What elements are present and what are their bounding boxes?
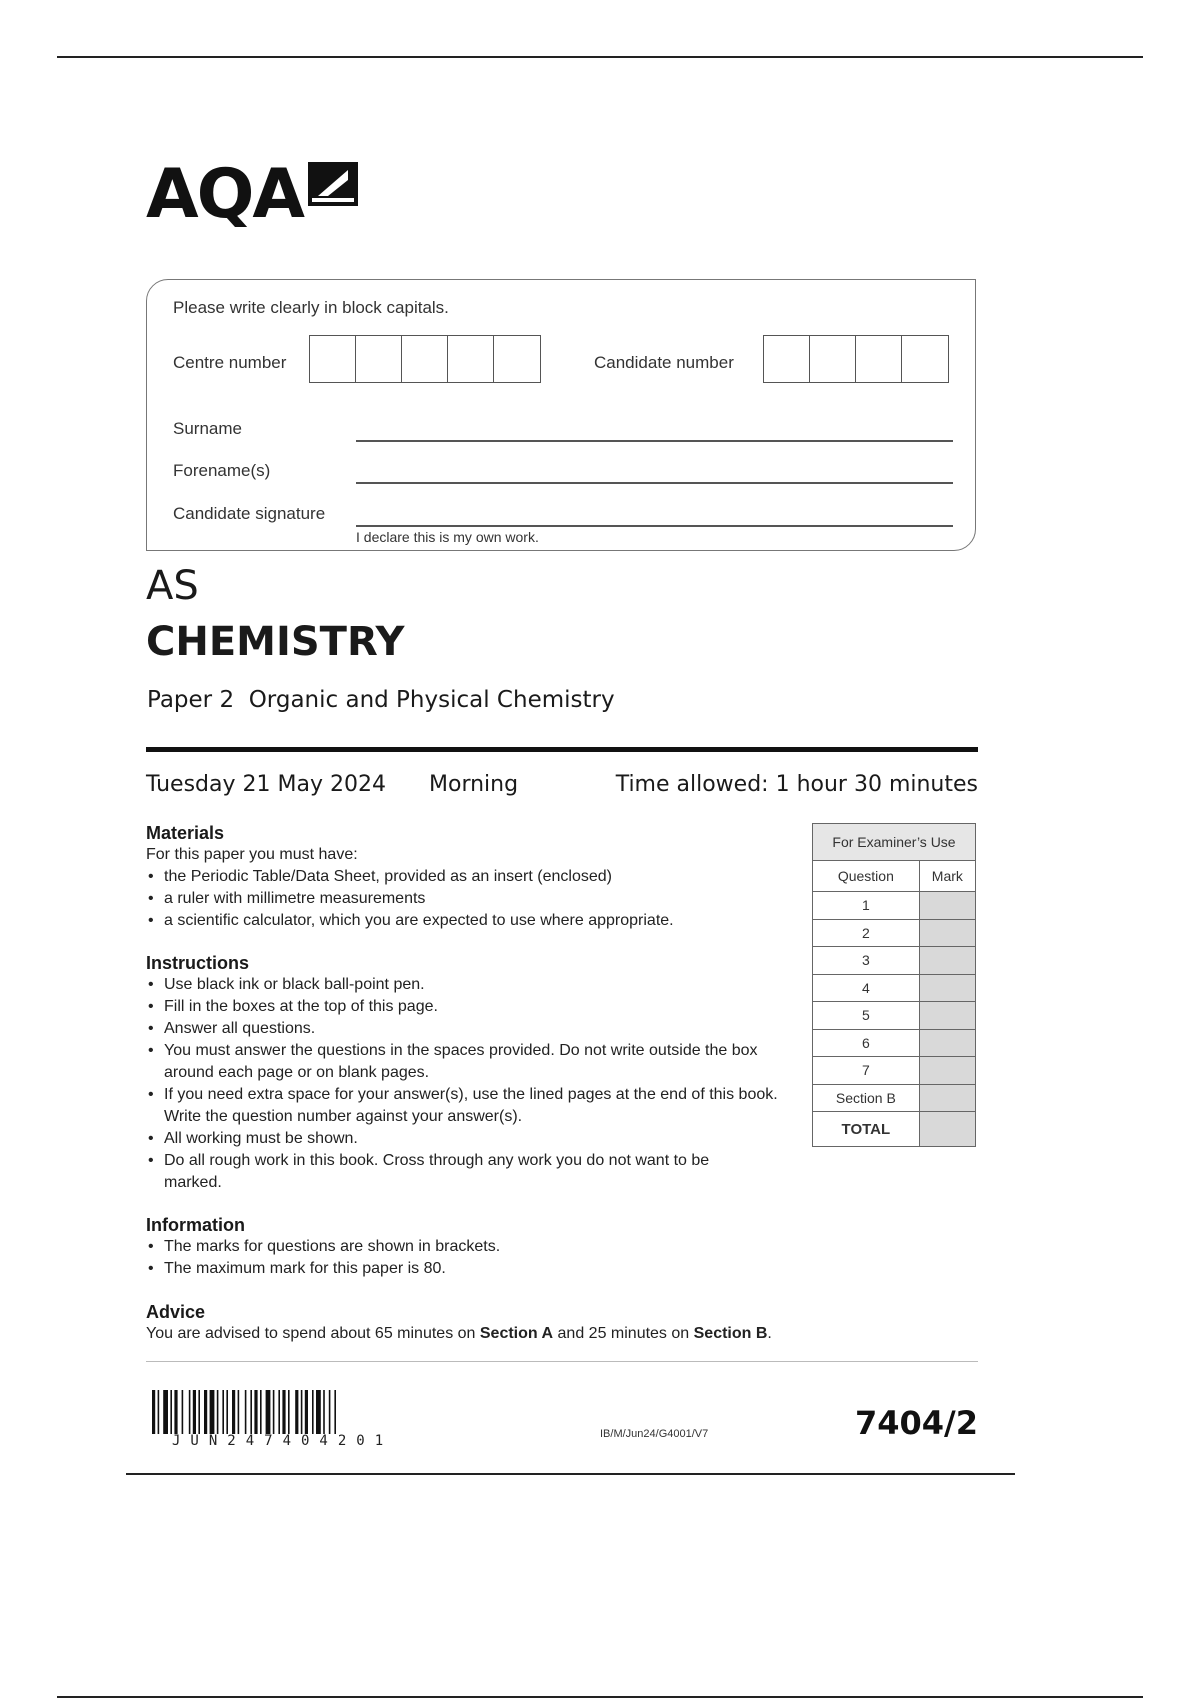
- list-item: • Do all rough work in this book. Cross through any work you do not want to be marked.: [146, 1150, 792, 1194]
- information-heading: Information: [146, 1215, 245, 1235]
- surname-label: Surname: [173, 419, 242, 438]
- section-a-emphasis: Section A: [479, 1325, 554, 1342]
- list-item: • a scientific calculator, which you are expected to use where appropriate.: [146, 910, 786, 932]
- table-row: 5: [813, 1002, 976, 1030]
- list-item: • You must answer the questions in the spaces provided. Do not write outside the box around each page or on blank pages.: [146, 1040, 792, 1084]
- table-row: Section B: [813, 1084, 976, 1112]
- time-allowed: Time allowed: 1 hour 30 minutes: [615, 772, 978, 797]
- list-item: • a ruler with millimetre measurements: [146, 888, 786, 910]
- surname-field[interactable]: [356, 440, 953, 442]
- centre-digit-box[interactable]: [402, 336, 448, 382]
- centre-digit-box[interactable]: [494, 336, 540, 382]
- list-item: • The marks for questions are shown in brackets.: [146, 1236, 786, 1258]
- mark-cell: [919, 1084, 975, 1112]
- paper-code: 7404/2: [854, 1404, 978, 1442]
- total-mark-cell: [919, 1112, 975, 1147]
- logo-mark-icon: [308, 162, 358, 206]
- table-row: 1: [813, 892, 976, 920]
- candidate-digit-box[interactable]: [902, 336, 948, 382]
- forename-label: Forename(s): [173, 461, 271, 480]
- exam-date: Tuesday 21 May 2024: [146, 772, 386, 797]
- advice-heading: Advice: [146, 1302, 206, 1322]
- subject-title: CHEMISTRY: [146, 619, 405, 665]
- section-b-emphasis: Section B: [693, 1325, 768, 1342]
- top-rule: [57, 56, 1143, 58]
- list-item: • Fill in the boxes at the top of this page.: [146, 996, 792, 1018]
- thin-divider: [146, 1361, 978, 1362]
- mark-cell: [919, 1057, 975, 1085]
- aqa-logo: [146, 155, 366, 238]
- advice-section: [146, 1302, 986, 1345]
- exam-session: Morning: [429, 772, 519, 797]
- mark-cell: [919, 974, 975, 1002]
- declaration-text: I declare this is my own work.: [356, 529, 539, 545]
- mark-cell: [919, 1029, 975, 1057]
- mark-cell: [919, 947, 975, 975]
- document-reference: IB/M/Jun24/G4001/V7: [600, 1428, 709, 1440]
- block-capitals-instruction: Please write clearly in block capitals.: [173, 298, 449, 317]
- signature-field[interactable]: [356, 525, 953, 527]
- question-column-header: Question: [813, 861, 920, 892]
- advice-text: You are advised to spend about 65 minutes on Section A and 25 minutes on Section B.: [146, 1325, 772, 1342]
- examiner-use-table: [812, 823, 976, 1147]
- materials-section: [146, 823, 786, 932]
- signature-label: Candidate signature: [173, 504, 326, 523]
- centre-digit-box[interactable]: [310, 336, 356, 382]
- list-item: • the Periodic Table/Data Sheet, provided as an insert (enclosed): [146, 866, 786, 888]
- centre-digit-box[interactable]: [448, 336, 494, 382]
- table-row: 6: [813, 1029, 976, 1057]
- centre-number-boxes[interactable]: [309, 335, 541, 383]
- list-item: • If you need extra space for your answer(s), use the lined pages at the end of this book. Write the question number against your answer(s).: [146, 1084, 792, 1128]
- centre-number-label: Centre number: [173, 353, 287, 372]
- mark-cell: [919, 1002, 975, 1030]
- candidate-number-boxes[interactable]: [763, 335, 949, 383]
- list-item: • All working must be shown.: [146, 1128, 792, 1150]
- footer-rule: [126, 1473, 1015, 1475]
- total-label: TOTAL: [813, 1112, 920, 1147]
- logo-text: AQA: [146, 155, 304, 234]
- examiner-table-title: For Examiner’s Use: [813, 824, 976, 861]
- table-row: 4: [813, 974, 976, 1002]
- thick-divider: [146, 747, 978, 752]
- forename-field[interactable]: [356, 482, 953, 484]
- candidate-digit-box[interactable]: [764, 336, 810, 382]
- list-item: • Use black ink or black ball-point pen.: [146, 974, 792, 996]
- table-row: 7: [813, 1057, 976, 1085]
- mark-cell: [919, 919, 975, 947]
- instructions-section: [146, 953, 792, 1194]
- table-row: 2: [813, 919, 976, 947]
- barcode-icon: [152, 1390, 464, 1434]
- candidate-digit-box[interactable]: [856, 336, 902, 382]
- mark-cell: [919, 892, 975, 920]
- materials-intro: For this paper you must have:: [146, 846, 358, 863]
- candidate-number-label: Candidate number: [594, 353, 734, 372]
- paper-title: Paper 2 Organic and Physical Chemistry: [147, 687, 615, 713]
- candidate-digit-box[interactable]: [810, 336, 856, 382]
- mark-column-header: Mark: [919, 861, 975, 892]
- candidate-details-box: [146, 279, 976, 551]
- centre-digit-box[interactable]: [356, 336, 402, 382]
- information-section: [146, 1215, 786, 1280]
- bottom-rule: [57, 1696, 1143, 1698]
- qualification-level: AS: [146, 563, 199, 609]
- total-row: [813, 1112, 976, 1147]
- list-item: • Answer all questions.: [146, 1018, 792, 1040]
- instructions-heading: Instructions: [146, 953, 250, 973]
- barcode-number: JUN247404201: [172, 1433, 394, 1449]
- table-row: 3: [813, 947, 976, 975]
- list-item: • The maximum mark for this paper is 80.: [146, 1258, 786, 1280]
- materials-heading: Materials: [146, 823, 225, 843]
